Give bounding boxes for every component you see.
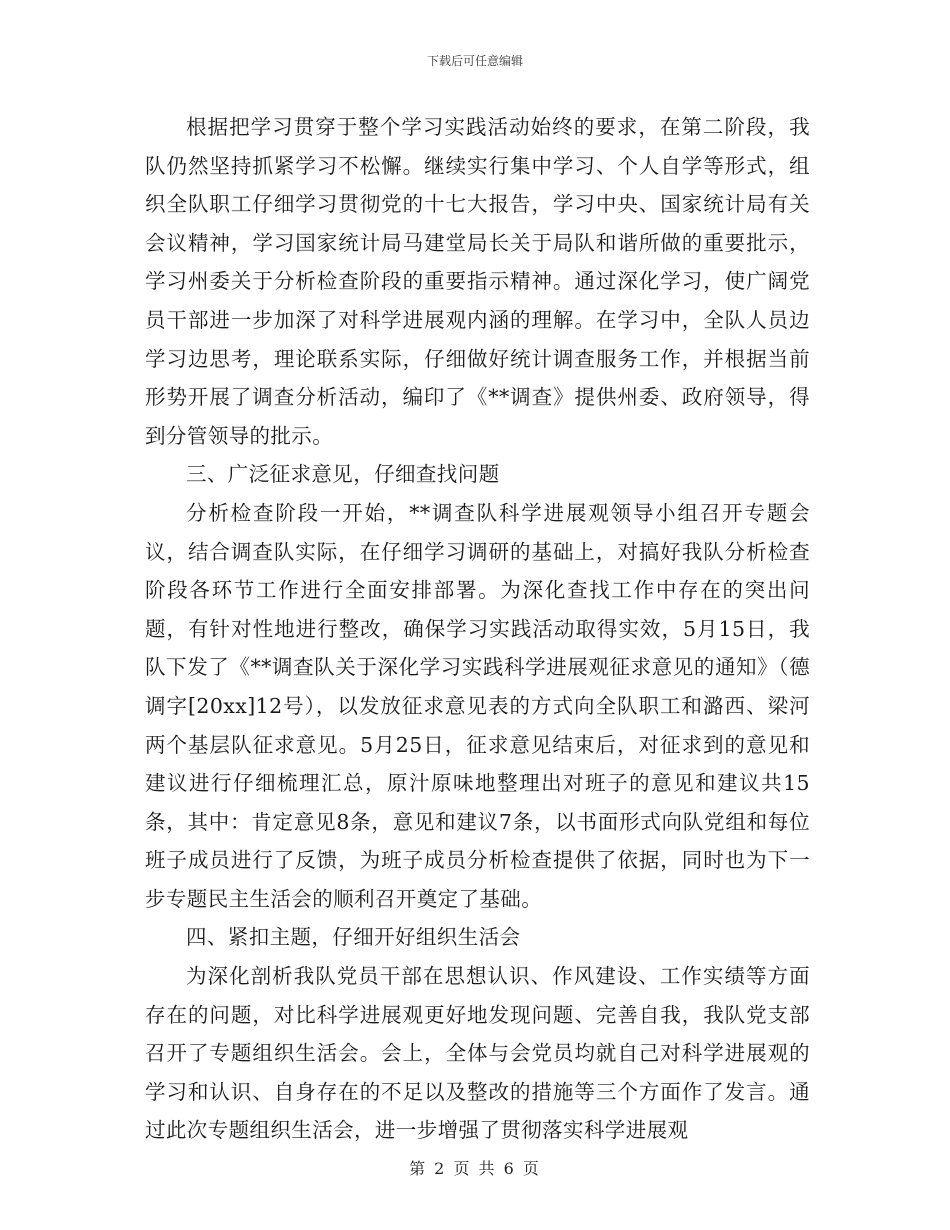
document-body bbox=[145, 108, 810, 1150]
paragraph-opinions: 分析检查阶段一开始，**调查队科学进展观领导小组召开专题会议，结合调查队实际，在仔细学习调研的基础上，对搞好我队分析检查阶段各环节工作进行全面安排部署。为深化查找工作中存在的突出问题，有针对性地进行整改，确保学习实践活动取得实效，5月15日，我队下发了《**调查队关于深化学习实践科学进展观征求意见的通知》（德调字[20xx]12号），以发放征求意见表的方式向全队职工和潞西、梁河两个基层队征求意见。5月25日，征求意见结束后，对征求到的意见和建议进行仔细梳理汇总，原汁原味地整理出对班子的意见和建议共15条，其中：肯定意见8条，意见和建议7条，以书面形式向队党组和每位班子成员进行了反馈，为班子成员分析检查提供了依据，同时也为下一步专题民主生活会的顺利召开奠定了基础。 bbox=[145, 500, 810, 911]
paragraph-meeting: 为深化剖析我队党员干部在思想认识、作风建设、工作实绩等方面存在的问题，对比科学进展观更好地发现问题、完善自我，我队党支部召开了专题组织生活会。会上，全体与会党员均就自己对科学进展观的学习和认识、自身存在的不足以及整改的措施等三个方面作了发言。通过此次专题组织生活会，进一步增强了贯彻落实科学进展观 bbox=[145, 964, 810, 1143]
paragraph-study: 根据把学习贯穿于整个学习实践活动始终的要求，在第二阶段，我队仍然坚持抓紧学习不松懈。继续实行集中学习、个人自学等形式，组织全队职工仔细学习贯彻党的十七大报告，学习中央、国家统计局有关会议精神，学习国家统计局马建堂局长关于局队和谐所做的重要批示，学习州委关于分析检查阶段的重要指示精神。通过深化学习，使广阔党员干部进一步加深了对科学进展观内涵的理解。在学习中，全队人员边学习边思考，理论联系实际，仔细做好统计调查服务工作，并根据当前形势开展了调查分析活动，编印了《**调查》提供州委、政府领导，得到分管领导的批示。 bbox=[145, 115, 810, 448]
page-header: 下载后可任意编辑 bbox=[426, 54, 523, 68]
page-number: 第 2 页 共 6 页 bbox=[409, 1159, 541, 1178]
section-heading-3: 三、广泛征求意见，仔细查找问题 bbox=[186, 462, 500, 487]
section-heading-4: 四、紧扣主题，仔细开好组织生活会 bbox=[186, 925, 521, 950]
